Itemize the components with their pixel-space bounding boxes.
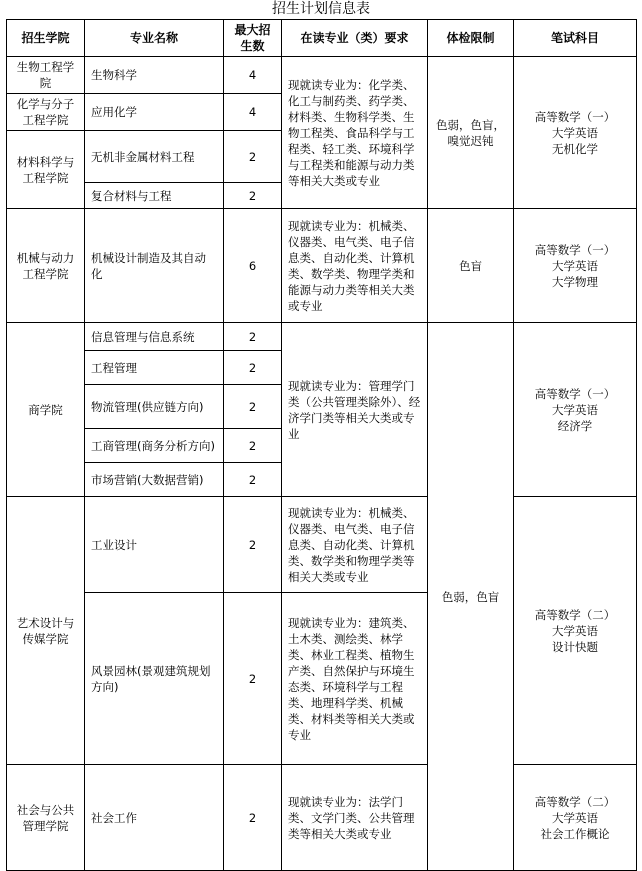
enrollment-plan-table	[6, 19, 637, 871]
exam-line: 社会工作概论	[540, 826, 610, 841]
exam-line: 大学英语	[552, 810, 598, 825]
max-cell: 6	[224, 209, 282, 323]
major-cell: 市场营销(大数据营销)	[85, 463, 224, 497]
max-cell: 2	[224, 429, 282, 463]
exam-line: 高等数学（一）	[534, 386, 616, 401]
exam-cell	[514, 209, 637, 323]
max-cell: 4	[224, 94, 282, 131]
major-cell: 工程管理	[85, 351, 224, 385]
exam-line: 高等数学（二）	[534, 794, 616, 809]
max-cell: 2	[224, 131, 282, 183]
major-cell: 工商管理(商务分析方向)	[85, 429, 224, 463]
exam-line: 大学物理	[552, 274, 598, 289]
exam-cell	[514, 57, 637, 209]
major-cell: 生物科学	[85, 57, 224, 94]
major-cell: 风景园林(景观建筑规划方向)	[85, 593, 224, 765]
school-cell: 艺术设计与传媒学院	[7, 497, 85, 765]
header-max: 最大招生数	[224, 20, 282, 57]
exam-line: 经济学	[557, 418, 593, 433]
major-cell: 社会工作	[85, 765, 224, 871]
header-row	[7, 20, 637, 57]
major-cell: 机械设计制造及其自动化	[85, 209, 224, 323]
requirement-cell: 现就读专业为：建筑类、土木类、测绘类、林学类、林业工程类、植物生产类、自然保护与环境生态类、环境科学与工程类、地理科学类、机械类、材料类等相关大类或专业	[282, 593, 428, 765]
table-row	[7, 323, 637, 351]
exam-line: 大学英语	[552, 258, 598, 273]
major-cell: 无机非金属材料工程	[85, 131, 224, 183]
header-exam: 笔试科目	[514, 20, 637, 57]
school-cell: 生物工程学院	[7, 57, 85, 94]
physical-cell: 色弱，色盲，嗅觉迟钝	[428, 57, 514, 209]
table-title: 招生计划信息表	[272, 1, 370, 17]
requirement-cell: 现就读专业为：法学门类、文学门类、公共管理类等相关大类或专业	[282, 765, 428, 871]
physical-cell: 色盲	[428, 209, 514, 323]
physical-cell: 色弱，色盲	[428, 323, 514, 871]
table-row	[7, 209, 637, 323]
major-cell: 物流管理(供应链方向)	[85, 385, 224, 429]
max-cell: 2	[224, 183, 282, 209]
requirement-cell: 现就读专业为：机械类、仪器类、电气类、电子信息类、自动化类、计算机类、数学类和物理学类等相关大类或专业	[282, 497, 428, 593]
requirement-cell: 现就读专业为：管理学门类（公共管理类除外）、经济学门类等相关大类或专业	[282, 323, 428, 497]
school-cell: 社会与公共管理学院	[7, 765, 85, 871]
exam-line: 大学英语	[552, 402, 598, 417]
school-cell: 化学与分子工程学院	[7, 94, 85, 131]
max-cell: 4	[224, 57, 282, 94]
school-cell: 商学院	[7, 323, 85, 497]
max-cell: 2	[224, 463, 282, 497]
header-major: 专业名称	[85, 20, 224, 57]
requirement-cell: 现就读专业为：化学类、化工与制药类、药学类、材料类、生物科学类、生物工程类、食品科学与工程类、轻工类、环境科学与工程类和能源与动力类等相关大类或专业	[282, 57, 428, 209]
school-cell: 机械与动力工程学院	[7, 209, 85, 323]
table-row	[7, 497, 637, 593]
exam-line: 无机化学	[552, 141, 598, 156]
requirement-cell: 现就读专业为：机械类、仪器类、电气类、电子信息类、自动化类、计算机类、数学类、物理学类和能源与动力类等相关大类或专业	[282, 209, 428, 323]
exam-line: 设计快题	[552, 639, 598, 654]
max-cell: 2	[224, 765, 282, 871]
max-cell: 2	[224, 351, 282, 385]
max-cell: 2	[224, 497, 282, 593]
major-cell: 复合材料与工程	[85, 183, 224, 209]
exam-cell	[514, 765, 637, 871]
max-cell: 2	[224, 385, 282, 429]
table-row	[7, 57, 637, 94]
max-cell: 2	[224, 323, 282, 351]
exam-cell	[514, 323, 637, 497]
max-cell: 2	[224, 593, 282, 765]
exam-line: 大学英语	[552, 623, 598, 638]
table-row	[7, 765, 637, 871]
exam-line: 高等数学（一）	[534, 109, 616, 124]
exam-line: 高等数学（二）	[534, 607, 616, 622]
header-school: 招生学院	[7, 20, 85, 57]
major-cell: 应用化学	[85, 94, 224, 131]
major-cell: 工业设计	[85, 497, 224, 593]
exam-line: 高等数学（一）	[534, 242, 616, 257]
header-physical: 体检限制	[428, 20, 514, 57]
exam-line: 大学英语	[552, 125, 598, 140]
school-cell: 材料科学与工程学院	[7, 131, 85, 209]
header-requirement: 在读专业（类）要求	[282, 20, 428, 57]
major-cell: 信息管理与信息系统	[85, 323, 224, 351]
exam-cell	[514, 497, 637, 765]
